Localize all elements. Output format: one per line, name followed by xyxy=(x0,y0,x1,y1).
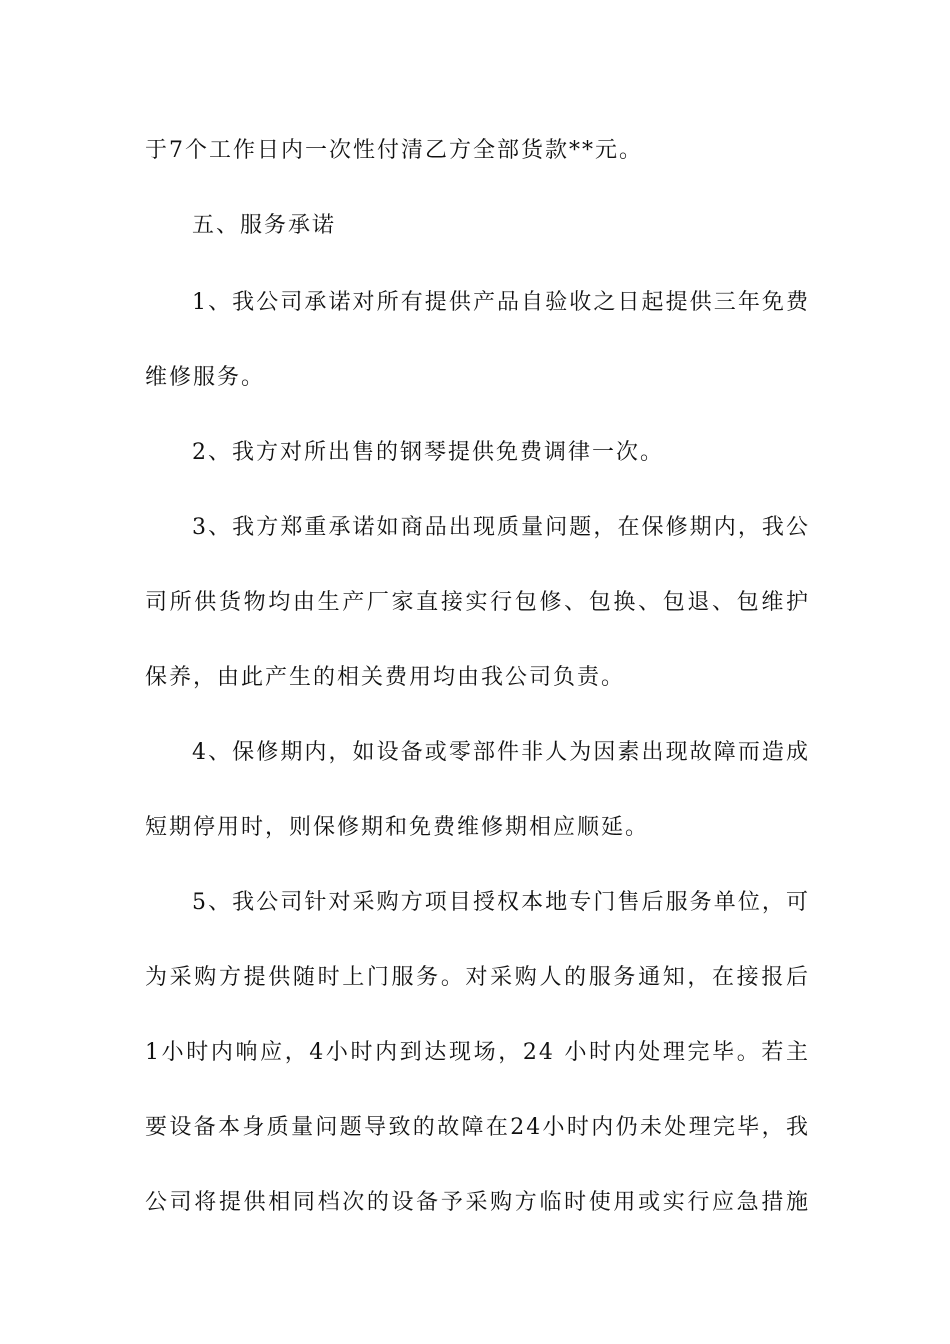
paragraph-line-9: 4、保修期内，如设备或零部件非人为因素出现故障而造成 xyxy=(192,740,810,765)
paragraph-line-13: 1小时内响应，4小时内到达现场，24 小时内处理完毕。若主 xyxy=(145,1040,810,1065)
paragraph-line-10: 短期停用时，则保修期和免费维修期相应顺延。 xyxy=(145,815,650,840)
paragraph-line-11: 5、我公司针对采购方项目授权本地专门售后服务单位，可 xyxy=(192,890,810,915)
paragraph-line-8: 保养，由此产生的相关费用均由我公司负责。 xyxy=(145,665,626,690)
paragraph-line-6: 3、我方郑重承诺如商品出现质量问题，在保修期内，我公 xyxy=(192,515,810,540)
paragraph-line-4: 维修服务。 xyxy=(145,365,266,390)
paragraph-line-1: 于7个工作日内一次性付清乙方全部货款**元。 xyxy=(145,138,643,163)
paragraph-line-5: 2、我方对所出售的钢琴提供免费调律一次。 xyxy=(192,440,664,465)
paragraph-line-3: 1、我公司承诺对所有提供产品自验收之日起提供三年免费 xyxy=(192,290,810,315)
paragraph-line-12: 为采购方提供随时上门服务。对采购人的服务通知，在接报后 xyxy=(145,965,810,990)
section-heading-service-commitment: 五、服务承诺 xyxy=(192,213,337,238)
paragraph-line-15: 公司将提供相同档次的设备予采购方临时使用或实行应急措施 xyxy=(145,1190,810,1215)
paragraph-line-14: 要设备本身质量问题导致的故障在24小时内仍未处理完毕，我 xyxy=(145,1115,810,1140)
paragraph-line-7: 司所供货物均由生产厂家直接实行包修、包换、包退、包维护 xyxy=(145,590,810,615)
